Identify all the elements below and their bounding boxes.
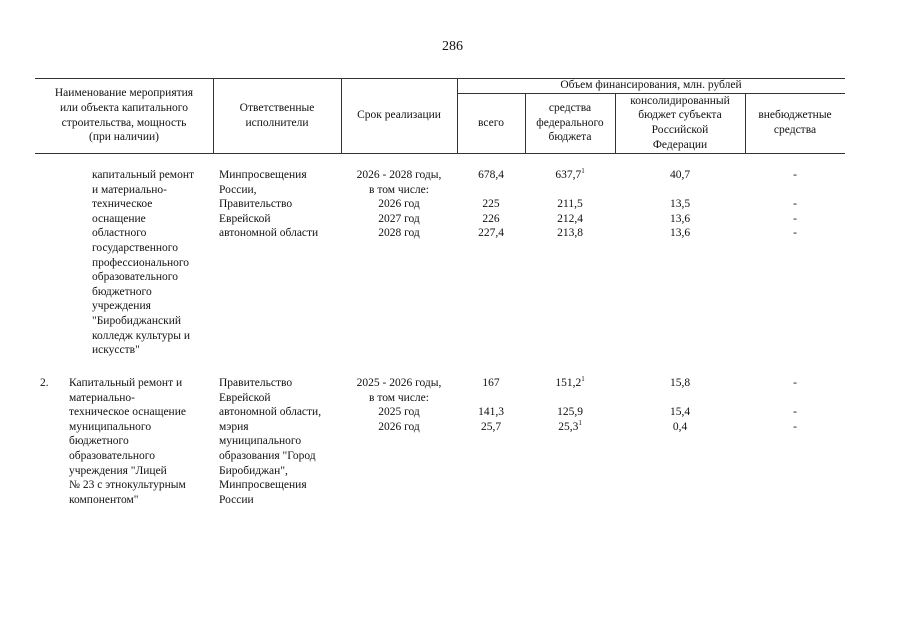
row1-extrabudget-value: -: [793, 212, 797, 225]
row2-federal-value: 25,3: [558, 420, 579, 433]
row1-responsible-line: России,: [219, 183, 257, 196]
header-consolidated-line: Российской: [651, 124, 709, 136]
row2-consolidated-value: [615, 391, 745, 406]
row1-name-line: государственного: [92, 241, 178, 254]
page-number: 286: [442, 39, 463, 54]
row1-consolidated-value: 40,7: [669, 169, 691, 181]
row1-term-line: 2026 - 2028 годы,: [356, 169, 442, 181]
row1-responsible-line: автономной области: [219, 227, 319, 240]
row2-name-line: муниципального: [69, 420, 152, 433]
row2-responsible-line: автономной области,: [219, 406, 322, 419]
row2-name-line: Капитальный ремонт и: [69, 377, 183, 389]
row2-federal-value: 125,9: [557, 406, 583, 419]
row2-total-value: [457, 391, 525, 406]
row2-consolidated: [615, 376, 745, 434]
row1-total: [457, 168, 525, 241]
row2-name: [69, 376, 186, 507]
header-name: [35, 78, 213, 153]
row2-extrabudget-value: [745, 391, 845, 406]
row1-name-line: капитальный ремонт: [92, 169, 195, 181]
row2-federal: [525, 376, 615, 434]
row2-responsible-line: образования "Город: [219, 449, 316, 462]
row1-total-value: 227,4: [478, 227, 504, 240]
row2-responsible-line: Правительство: [219, 377, 293, 389]
row2-name-line: учреждения "Лицей: [69, 464, 167, 477]
row2-total-value: 25,7: [480, 420, 502, 433]
row2-term-line: 2026 год: [378, 420, 420, 433]
row1-consolidated-value: [615, 183, 745, 198]
row2-total-value: 141,3: [478, 406, 504, 419]
row2-responsible-line: мэрия: [219, 420, 249, 433]
row2-extrabudget-value: -: [793, 420, 797, 433]
row1-responsible-line: Минпросвещения: [219, 169, 307, 181]
row2-federal-value: 151,2: [555, 377, 582, 389]
header-term: Срок реализации: [357, 109, 441, 122]
row2-consolidated-value: 15,8: [669, 377, 691, 389]
header-federal-line: средства: [548, 102, 592, 115]
row1-consolidated: [615, 168, 745, 241]
row2-extrabudget-value: -: [793, 406, 797, 419]
row1-federal-value: 213,8: [557, 227, 583, 240]
row2-extrabudget: [745, 376, 845, 434]
row1-responsible: [219, 168, 318, 241]
row1-term-line: 2026 год: [378, 198, 420, 211]
header-total: всего: [478, 116, 504, 129]
row2-responsible: [219, 376, 321, 507]
row1-name-line: техническое: [92, 198, 153, 211]
row2-responsible-line: Биробиджан",: [219, 464, 288, 477]
header-responsible: [213, 78, 341, 153]
row1-name-line: и материально-: [92, 183, 167, 196]
row2-name-line: техническое оснащение: [69, 406, 186, 419]
header-federal: [525, 93, 615, 153]
row2-responsible-line: Минпросвещения: [219, 479, 307, 492]
row1-extrabudget-value: -: [793, 198, 797, 211]
header-name-line: Наименование мероприятия: [54, 87, 194, 100]
row1-name: [92, 168, 194, 358]
row1-term: [341, 168, 457, 241]
row2-term: [341, 376, 457, 434]
row2-responsible-line: России: [219, 493, 254, 506]
row2-extrabudget-value: -: [793, 377, 797, 389]
row2-name-line: № 23 с этнокультурным: [69, 479, 186, 492]
row1-name-line: профессионального: [92, 256, 190, 269]
row1-name-line: учреждения: [92, 300, 151, 313]
header-name-line: (при наличии): [89, 131, 159, 144]
row1-name-line: бюджетного: [92, 285, 152, 298]
header-responsible-line: Ответственные: [239, 101, 315, 114]
footnote-marker: 1: [581, 167, 585, 176]
row1-extrabudget: [745, 168, 845, 241]
header-consolidated-line: Федерации: [652, 138, 708, 151]
row1-total-value: 226: [482, 212, 500, 225]
row1-term-line: 2027 год: [378, 212, 420, 225]
row2-term-line: в том числе:: [369, 391, 429, 404]
footnote-marker: 1: [581, 375, 585, 384]
row2-term-line: 2025 - 2026 годы,: [356, 377, 442, 389]
header-consolidated-line: бюджет субъекта: [638, 109, 722, 122]
row1-name-line: областного: [92, 227, 147, 240]
row1-term-line: в том числе:: [369, 183, 429, 196]
row2-total: [457, 376, 525, 434]
header-extrabudget-line: средства: [773, 124, 817, 136]
row1-responsible-line: Правительство: [219, 198, 293, 211]
row2-name-line: бюджетного: [69, 435, 129, 448]
header-extrabudget-line: внебюджетные: [758, 109, 832, 122]
row1-term-line: 2028 год: [378, 227, 420, 240]
row1-total-value: [457, 183, 525, 198]
header-federal-line: бюджета: [548, 131, 592, 144]
row2-name-line: образовательного: [69, 449, 155, 462]
row2-consolidated-value: 15,4: [669, 406, 691, 419]
row1-total-value: 678,4: [478, 169, 504, 181]
row1-extrabudget-value: [745, 183, 845, 198]
row2-responsible-line: Еврейской: [219, 391, 271, 404]
header-name-line: строительства, мощность: [61, 116, 187, 129]
row2-name-line: компонентом": [69, 493, 139, 506]
row1-extrabudget-value: -: [793, 227, 797, 240]
row1-name-line: образовательного: [92, 271, 178, 284]
header-funding-title: Объем финансирования, млн. рублей: [560, 79, 742, 92]
row2-term-line: 2025 год: [378, 406, 420, 419]
row2-total-value: 167: [482, 377, 500, 389]
header-consolidated-line: консолидированный: [630, 94, 730, 107]
row1-consolidated-value: 13,6: [669, 227, 691, 240]
header-extrabudget: [745, 93, 845, 153]
row1-federal-value: 212,4: [557, 212, 583, 225]
row1-responsible-line: Еврейской: [219, 212, 271, 225]
row1-extrabudget-value: -: [793, 169, 797, 181]
header-consolidated: [615, 93, 745, 153]
row2-name-line: материально-: [69, 391, 135, 404]
row2-consolidated-value: 0,4: [672, 420, 688, 433]
header-bottom-rule: [35, 153, 845, 154]
header-responsible-line: исполнители: [245, 116, 309, 129]
row1-consolidated-value: 13,5: [669, 198, 691, 211]
row1-consolidated-value: 13,6: [669, 212, 691, 225]
header-federal-line: федерального: [536, 116, 604, 129]
row1-federal-value: 637,7: [555, 169, 582, 181]
row1-name-line: "Биробиджанский: [92, 314, 182, 327]
row1-total-value: 225: [482, 198, 500, 211]
row2-number: 2.: [40, 377, 49, 389]
row1-federal-value: 211,5: [557, 198, 583, 211]
row1-name-line: искусств": [92, 344, 140, 357]
row2-responsible-line: муниципального: [219, 435, 302, 448]
header-name-line: или объекта капитального: [60, 101, 188, 114]
row1-name-line: колледж культуры и: [92, 329, 191, 342]
footnote-marker: 1: [578, 418, 582, 427]
row1-federal: [525, 168, 615, 241]
row1-name-line: оснащение: [92, 212, 146, 225]
